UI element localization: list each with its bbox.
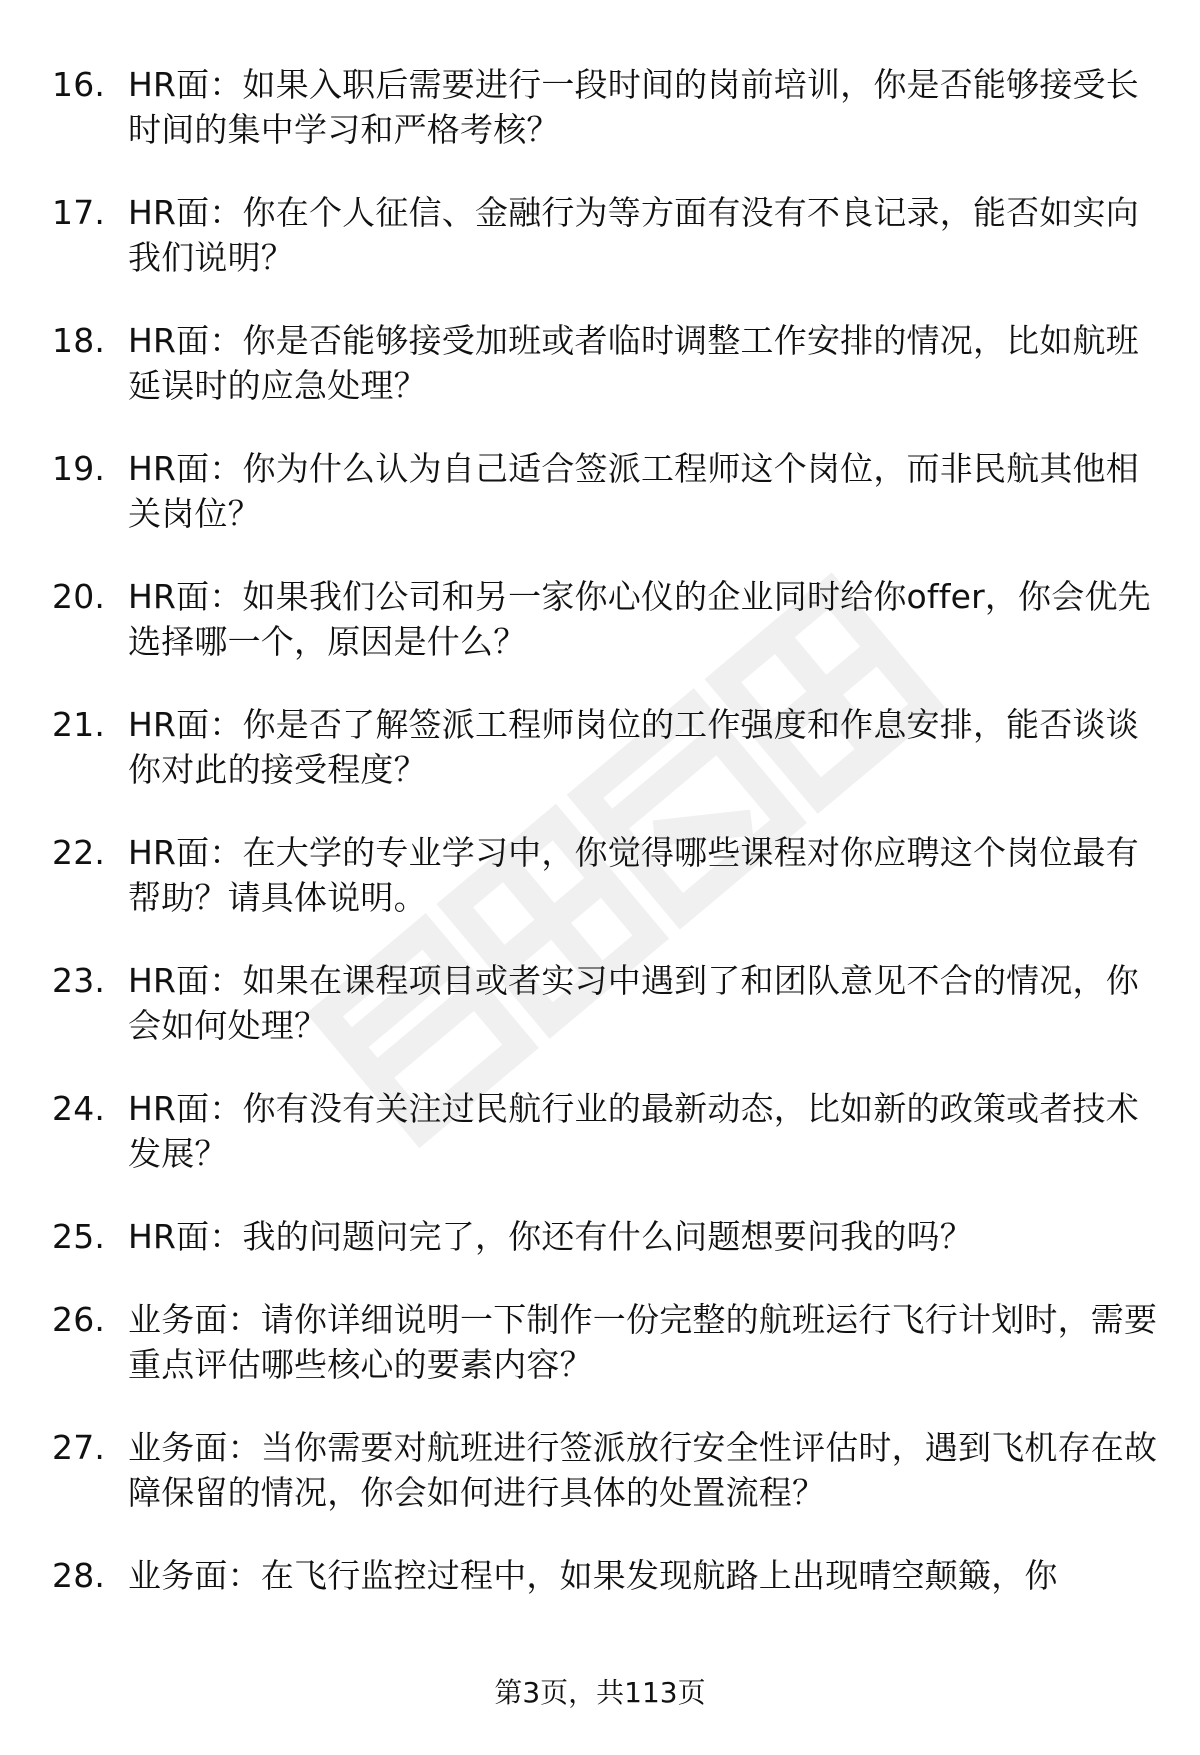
- question-list: [52, 62, 1162, 1636]
- item-number: 26.: [52, 1300, 106, 1339]
- list-item: [52, 574, 1162, 664]
- list-item: [52, 1214, 1162, 1259]
- item-text: HR面：你为什么认为自己适合签派工程师这个岗位，而非民航其他相关岗位？: [128, 449, 1139, 533]
- list-item: [52, 830, 1162, 920]
- item-text: HR面：你有没有关注过民航行业的最新动态，比如新的政策或者技术发展？: [128, 1089, 1139, 1173]
- item-text: HR面：你是否了解签派工程师岗位的工作强度和作息安排，能否谈谈你对此的接受程度？: [128, 705, 1139, 789]
- item-text: HR面：你是否能够接受加班或者临时调整工作安排的情况，比如航班延误时的应急处理？: [128, 321, 1139, 405]
- list-item: [52, 62, 1162, 152]
- item-text: 业务面：当你需要对航班进行签派放行安全性评估时，遇到飞机存在故障保留的情况，你会如何进行具体的处置流程？: [128, 1428, 1158, 1512]
- item-number: 25.: [52, 1217, 106, 1256]
- item-number: 20.: [52, 577, 106, 616]
- item-text: HR面：如果在课程项目或者实习中遇到了和团队意见不合的情况，你会如何处理？: [128, 961, 1139, 1045]
- item-text: HR面：你在个人征信、金融行为等方面有没有不良记录，能否如实向我们说明？: [128, 193, 1139, 277]
- item-text: HR面：如果我们公司和另一家你心仪的企业同时给你offer，你会优先选择哪一个，原因是什么？: [128, 577, 1151, 661]
- list-item: [52, 702, 1162, 792]
- list-item: [52, 1297, 1162, 1387]
- item-number: 16.: [52, 65, 106, 104]
- list-item: [52, 318, 1162, 408]
- item-number: 18.: [52, 321, 106, 360]
- item-text: 业务面：在飞行监控过程中，如果发现航路上出现晴空颠簸，你: [128, 1556, 1058, 1595]
- item-number: 24.: [52, 1089, 106, 1128]
- list-item: [52, 1425, 1162, 1515]
- item-number: 17.: [52, 193, 106, 232]
- item-number: 21.: [52, 705, 106, 744]
- item-number: 19.: [52, 449, 106, 488]
- item-number: 27.: [52, 1428, 106, 1467]
- item-number: 28.: [52, 1556, 106, 1595]
- list-item: [52, 190, 1162, 280]
- list-item: [52, 958, 1162, 1048]
- page-footer: 第3页，共113页: [494, 1676, 706, 1709]
- item-text: HR面：在大学的专业学习中，你觉得哪些课程对你应聘这个岗位最有帮助？请具体说明。: [128, 833, 1139, 917]
- item-text: 业务面：请你详细说明一下制作一份完整的航班运行飞行计划时，需要重点评估哪些核心的要素内容？: [128, 1300, 1158, 1384]
- item-number: 23.: [52, 961, 106, 1000]
- item-number: 22.: [52, 833, 106, 872]
- list-item: [52, 446, 1162, 536]
- list-item: [52, 1553, 1162, 1598]
- item-text: HR面：如果入职后需要进行一段时间的岗前培训，你是否能够接受长时间的集中学习和严格考核？: [128, 65, 1139, 149]
- list-item: [52, 1086, 1162, 1176]
- item-text: HR面：我的问题问完了，你还有什么问题想要问我的吗？: [128, 1217, 973, 1256]
